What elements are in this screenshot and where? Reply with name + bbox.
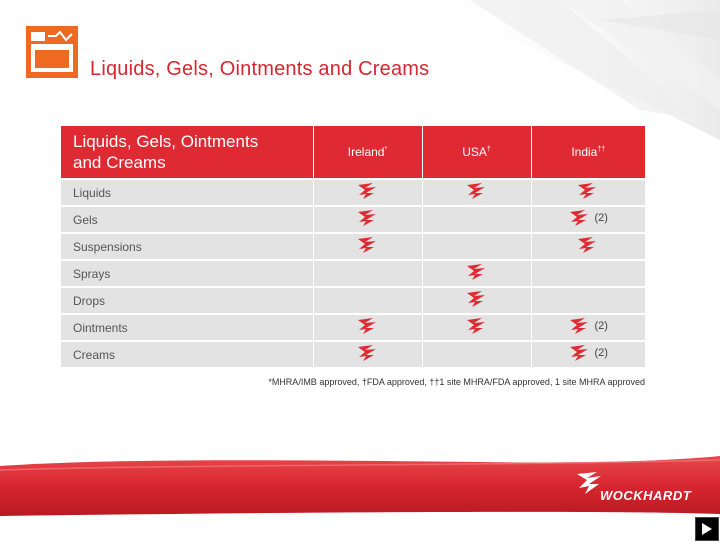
approved-mark-icon bbox=[577, 236, 599, 254]
cell-usa bbox=[422, 206, 531, 233]
approved-mark-icon bbox=[569, 209, 591, 227]
cell-india bbox=[531, 314, 645, 341]
table-row bbox=[61, 314, 645, 341]
table-row bbox=[61, 233, 645, 260]
header-ireland-label: Ireland bbox=[347, 145, 385, 159]
header-ireland bbox=[313, 126, 422, 179]
brand-name: WOCKHARDT bbox=[600, 488, 692, 503]
cell-india bbox=[531, 206, 645, 233]
table-row bbox=[61, 341, 645, 367]
cell-usa bbox=[422, 341, 531, 367]
next-arrow-icon bbox=[696, 518, 718, 540]
approved-mark-icon bbox=[357, 344, 379, 362]
header-usa-mark: † bbox=[486, 146, 491, 153]
cell-usa bbox=[422, 260, 531, 287]
cell-ireland bbox=[313, 314, 422, 341]
table-row bbox=[61, 179, 645, 206]
footer-band bbox=[0, 452, 720, 522]
cell-usa bbox=[422, 314, 531, 341]
row-label: Drops bbox=[61, 287, 313, 314]
cell-ireland bbox=[313, 179, 422, 206]
header-title-line2: and Creams bbox=[73, 153, 166, 172]
site-count-note: (2) bbox=[594, 347, 608, 359]
approved-mark-icon bbox=[466, 290, 488, 308]
approved-mark-icon bbox=[357, 209, 379, 227]
row-label: Liquids bbox=[61, 179, 313, 206]
row-label: Creams bbox=[61, 341, 313, 367]
approved-mark-icon bbox=[466, 182, 488, 200]
table-row bbox=[61, 206, 645, 233]
page-title: Liquids, Gels, Ointments and Creams bbox=[90, 58, 430, 80]
cell-ireland bbox=[313, 341, 422, 367]
cell-ireland bbox=[313, 287, 422, 314]
approved-mark-icon bbox=[577, 182, 599, 200]
cell-ireland bbox=[313, 233, 422, 260]
approved-mark-icon bbox=[569, 344, 591, 362]
cell-ireland bbox=[313, 206, 422, 233]
cell-ireland bbox=[313, 260, 422, 287]
row-label: Gels bbox=[61, 206, 313, 233]
table-header-row bbox=[61, 126, 645, 179]
approved-mark-icon bbox=[569, 317, 591, 335]
table-row bbox=[61, 260, 645, 287]
approved-mark-icon bbox=[466, 263, 488, 281]
approved-mark-icon bbox=[357, 236, 379, 254]
header-title-line1: Liquids, Gels, Ointments bbox=[73, 132, 259, 151]
site-count-note: (2) bbox=[594, 212, 608, 224]
cell-india bbox=[531, 179, 645, 206]
cell-india bbox=[531, 341, 645, 367]
site-count-note: (2) bbox=[594, 320, 608, 332]
header-india bbox=[531, 126, 645, 179]
approved-mark-icon bbox=[357, 182, 379, 200]
row-label: Ointments bbox=[61, 314, 313, 341]
cell-india bbox=[531, 260, 645, 287]
row-label: Suspensions bbox=[61, 233, 313, 260]
slide-logo-icon bbox=[26, 26, 78, 78]
header-india-mark: †† bbox=[597, 146, 606, 153]
table-row bbox=[61, 287, 645, 314]
header-usa-label: USA bbox=[462, 145, 487, 159]
approval-table bbox=[61, 126, 645, 367]
approved-mark-icon bbox=[357, 317, 379, 335]
row-label: Sprays bbox=[61, 260, 313, 287]
cell-usa bbox=[422, 287, 531, 314]
header-india-label: India bbox=[571, 145, 598, 159]
cell-india bbox=[531, 233, 645, 260]
footnote: *MHRA/IMB approved, †FDA approved, ††1 site MHRA/FDA approved, 1 site MHRA approved bbox=[268, 377, 645, 387]
next-slide-button[interactable] bbox=[695, 517, 719, 541]
cell-india bbox=[531, 287, 645, 314]
header-ireland-mark: * bbox=[384, 146, 388, 153]
approved-mark-icon bbox=[466, 317, 488, 335]
cell-usa bbox=[422, 179, 531, 206]
header-product-category bbox=[61, 126, 313, 179]
cell-usa bbox=[422, 233, 531, 260]
header-usa bbox=[422, 126, 531, 179]
